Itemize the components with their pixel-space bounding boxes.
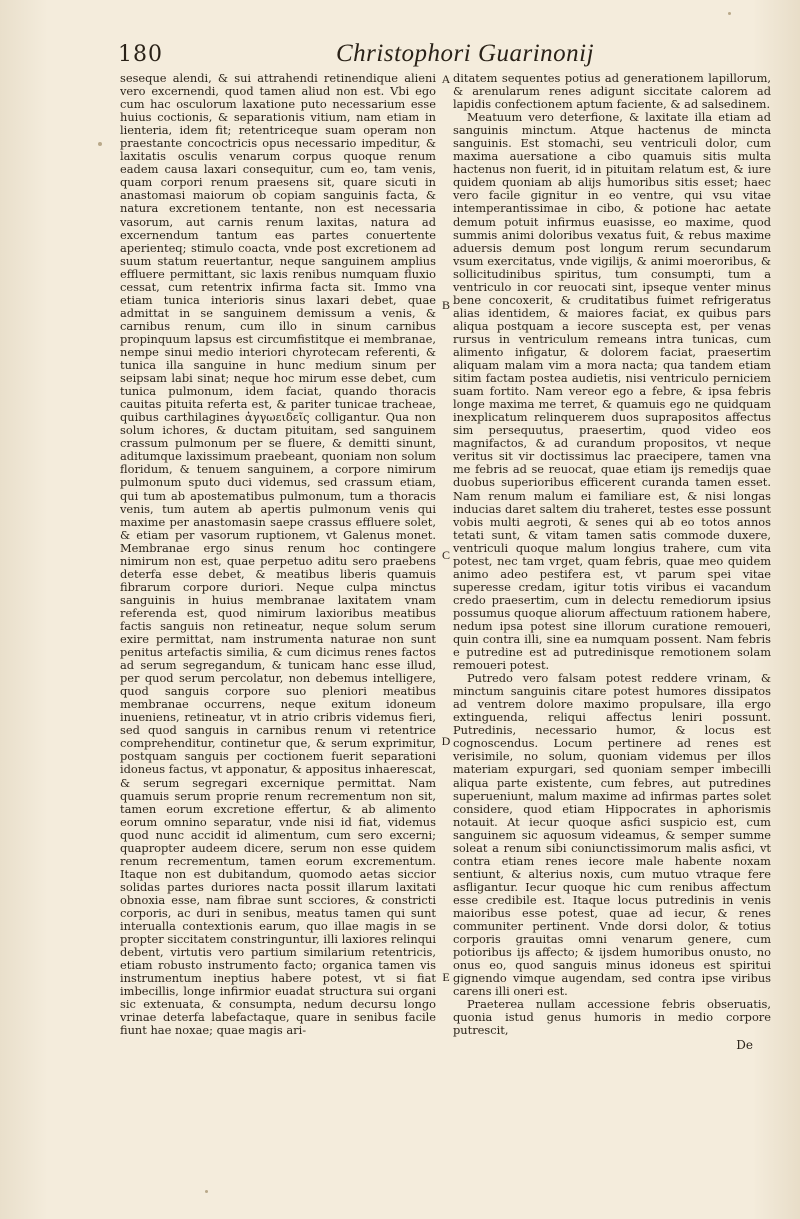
right-text-column [453,72,771,1182]
marginal-letter-c: C [441,548,450,562]
marginal-letter-a: A [441,72,451,86]
paper-speck [98,142,102,146]
page-number: 180 [118,42,163,67]
right-paragraph-1: ditatem sequentes potius ad generationem lapillorum, & arenularum renes adigunt siccitate calorem ad lapidis confectionem aptum faciente, & ad salsedinem. [453,72,771,112]
paper-speck [205,1190,208,1193]
right-paragraph-4: Praeterea nullam accessione febris obseruatis, quonia istud genus humoris in medio corpore putrescit, [453,997,771,1038]
marginal-letter-d: D [441,734,451,748]
paper-speck [728,12,731,15]
marginal-letter-e: E [442,970,450,984]
left-paragraph-1: seseque alendi, & sui attrahendi retinendique alieni vero excernendi, quod tamen aliud non est. Vbi ego cum hac osculorum laxatione puto necessarium esse huius coctionis, & separationis vitium, nam etiam in lienteria, idem fit; retentriceque suam operam non praestante concoctricis opus necessario impeditur, & laxitatis osculis venarum corpus quoque renum eadem causa laxari consequitur, cum eo, tam venis, quam corpori renum praesens sit, quare sicuti in anastomasi maiorum ob copiam sanguinis facta, & natura excretionem tentante, non est necessaria vasorum, aut carnis renum laxitas, natura ad excernendum tantum eas partes conuertente aperienteq; stimulo coacta, vnde post excretionem ad suum statum reuertantur, neque sanguinem amplius effluere permittant, sic laxis renibus numquam fluxio cessat, cum retentrix infirma facta sit. Immo vna etiam tunica interioris sinus laxari debet, quae admittat in se sanguinem demissum a venis, & carnibus renum, cum illo in sinum carnibus propinquum lapsus est circumfistitque ei membranae, nempe sinui medio interiori chyrotecam referenti, & tunica illa sanguine in hunc medium sinum per seipsam labi sinat; neque hoc mirum esse debet, cum tunica pulmonum, idem faciat, quando thoracis cauitas pituita referta est, & pariter tunicae tracheae, quibus carthilagines ἀγγωειδεῖς colligantur. Qua non solum ichores, & ductam pituitam, sed sanguinem crassum pulmonum per se fluere, & demitti sinunt, aditumque laxissimum praebeant, quoniam non solum floridum, & tenuem sanguinem, a corpore nimirum pulmonum sputo duci videmus, sed crassum etiam, qui tum ab apostematibus pulmonum, tum a thoracis venis, tum autem ab apertis pulmonum venis qui maxime per anastomasin saepe crassus effluere solet, & etiam per vasorum ruptionem, vt Galenus monet. Membranae ergo sinus renum hoc contingere nimirum non est, quae perpetuo aditu sero praebens deterfa esse debet, & meatibus liberis quamuis fibrarum corpore duriori. Neque culpa minctus sanguinis in huius membranae laxitatem vnam referenda est, quod nimirum laxioribus meatibus factis sanguis non retineatur, neque solum serum exire permittat, nam instrumenta naturae non sunt penitus artefactis similia, & cum dicimus renes factos ad serum segregandum, & tunicam hanc esse illud, per quod serum percolatur, non debemus intelligere, quod sanguis corpore suo pleniori meatibus membranae occurrens, neque exitum idoneum inueniens, retineatur, vt in atrio cribris videmus fieri, sed quod sanguis in carnibus renum vi retentrice comprehenditur, continetur que, & serum exprimitur, postquam sanguis per coctionem fuerit separationi idoneus factus, vt apponatur, & appositus inhaerescat, & serum segregari excernique permittat. Nam quamuis serum proprie renum recrementum non sit, tamen eorum excretione effertur, & ab alimento eorum omnino separatur, vnde nisi id fiat, videmus quod nunc accidit id alimentum, cum sero excerni; quapropter audeem dicere, serum non esse quidem renum recrementum, tamen eorum excrementum. Itaque non est dubitandum, quomodo aetas siccior solidas partes duriores nacta possit illarum laxitati obnoxia esse, nam fibrae sunt scciores, & constricti corporis, ac duri in senibus, meatus tamen qui sunt interualla contextionis earum, quo illae magis in se propter siccitatem constringuntur, illi laxiores relinqui debent, virtutis vero partium similarium retentricis, etiam robusto instrumento facto; organica tamen vis instrumentum ineptius habere potest, vt si fiat imbecillis, longe infirmior euadat structura sui organi sic extenuata, & consumpta, nedum decursu longo vrinae deterfa labefactaque, quare in senibus facile fiunt hae noxae; quae magis ari- [120,72,436,1038]
running-title: Christophori Guarinonij [336,40,595,67]
marginal-letter-b: B [441,298,450,312]
right-paragraph-2: Meatuum vero deterfione, & laxitate illa etiam ad sanguinis minctum. Atque hactenus de mincta sanguinis. Est stomachi, seu ventriculi dolor, cum maxima auersatione a cibo quamuis sitis multa hactenus non fuerit, id in pituitam relatum est, & iure quidem quoniam ab alijs humoribus sitis esset; haec vero facile gignitur in eo ventre, qui vsu vitae intemperantissimae in cibo, & potione hac aetate demum potuit infirmus euasisse, eo maxime, quod summis animi doloribus vexatus fuit, & rebus maxime aduersis demum post longum rerum secundarum vsum exercitatus, vnde vigilijs, & animi moeroribus, & sollicitudinibus spiritus, tum consumpti, tum a ventriculo in cor reuocati sint, ipseque venter minus bene concoxerit, & cruditatibus fuimet refrigeratus alias identidem, & maiores faciat, ex quibus pars aliqua postquam a iecore suscepta est, per venas rursus in ventriculum remeans intra tunicas, cum alimento infigatur, & dolorem faciat, praesertim aliquam malam vim a mora nacta; qua tandem etiam sitim factam postea audietis, nisi ventriculo perniciem suam fortito. Nam vereor ego a febre, & ipsa febris longe maxima me terret, & quamuis ego ne quidquam inexplicatum relinquerem duos suprapositos affectus sim persequutus, praesertim, quod video eos magnifactos, & ad curandum propositos, vt neque veritus sit vir doctissimus lac praecipere, tamen vna me febris ad se reuocat, quae etiam ijs remedijs quae duobus superioribus efficerent curanda tamen esset. Nam renum malum ei familiare est, & nisi longas inducias daret saltem diu traheret, testes esse possunt vobis multi aegroti, & senes qui ab eo totos annos tetati sunt, & vitam tamen satis commode duxere, ventriculi quoque malum longius trahere, cum vita potest, nec tam vrget, quam febris, quae meo quidem animo adeo pestifera est, vt parum spei vitae superesse credam, igitur totis viribus ei vacandum credo praesertim, cum in delectu remediorum ipsius possumus quoque aliorum affectuum rationem habere, nedum ipsa potest sine illorum curatione remoueri, quin contra illi, sine ea numquam possent. Nam febris e putredine est ad putredinisque remotionem solam remoueri potest. [453,110,771,673]
left-text-column [120,72,436,1172]
page-header [118,38,758,72]
catchword: De [736,1038,753,1053]
right-paragraph-3: Putredo vero falsam potest reddere vrinam, & minctum sanguinis citare potest humores dissipatos ad ventrem dolore maximo propulsare, illa ergo extinguenda, reliqui affectus leniri possunt. Putredinis, necessario humor, & locus est cognoscendus. Locum pertinere ad renes est verisimile, no solum, quoniam videmus per illos materiam expurgari, sed quoniam semper imbecilli aliqua parte existente, cum febres, aut putredines superueniunt, malum maxime ad infirmas partes solet considere, quod etiam Hippocrates in aphorismis notauit. At iecur quoque asfici suspicio est, cum sanguinem sic aquosum videamus, & semper summe soleat a renum sibi coniunctissimorum malis asfici, vt contra etiam renes iecore male habente noxam sentiunt, & alterius noxis, cum mutuo vtraque fere asfligantur. Iecur quoque hic cum renibus affectum esse credibile est. Itaque locus putredinis in venis maioribus esse potest, quae ad iecur, & renes communiter pertinent. Vnde dorsi dolor, & totius corporis grauitas omni venarum genere, cum potioribus ijs affecto; & ijsdem humoribus onusto, no onus eo, quod sanguis minus idoneus est spiritui gignendo vimque augendam, sed contra ipse viribus carens illi oneri est. [453,671,771,999]
